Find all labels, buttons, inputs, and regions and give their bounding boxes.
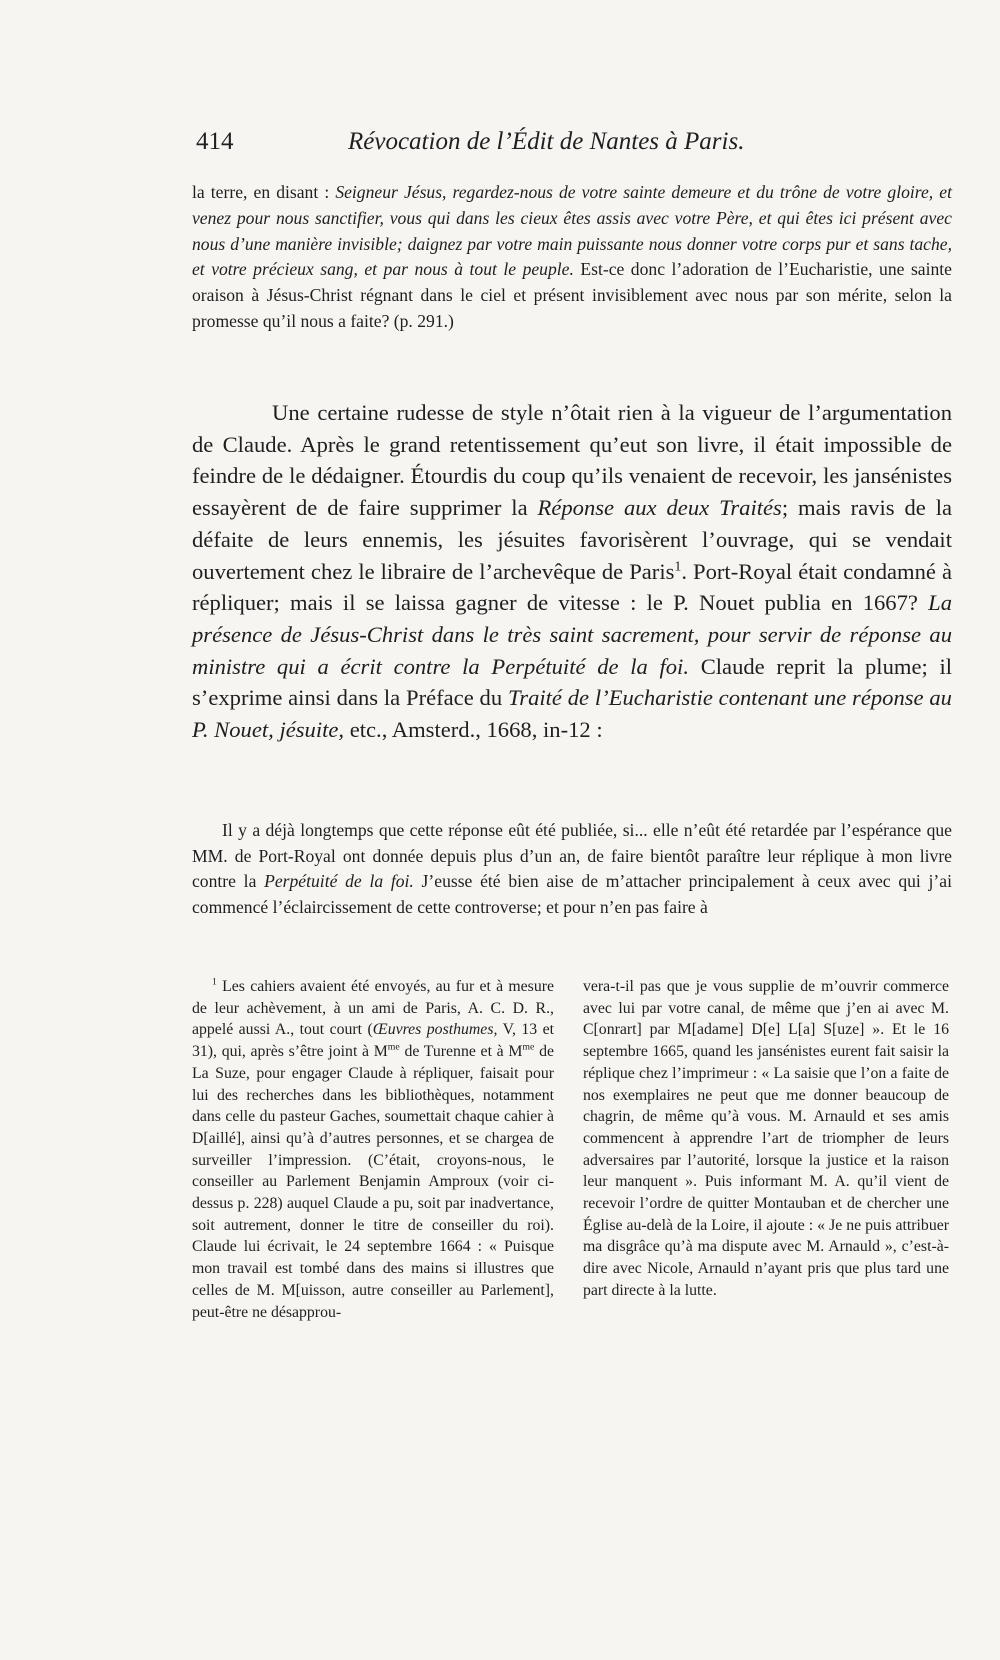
footnote-text-2: V, 13 et 31), qui, après s’être joint à M (192, 1021, 554, 1061)
footnote-sup-me-2: me (522, 1041, 535, 1053)
quote-prayer: Seigneur Jésus, regardez-nous de votre sainte demeure et du trône de votre gloire, et venez pour nous sanctifier, vous qui dans les cieux êtes assis avec votre Père, et qui êtes ici présent avec nous d’une manière invisible; daignez par votre main puissante nous donner votre corps pur et sans tache, et votre précieux sang, et par nous à tout le peuple. (192, 182, 952, 280)
quote2-text-2: J’eusse été bien aise de m’attacher principalement à ceux avec qui j’ai commencé l’éclaircissement de cette controverse; et pour n’en pas faire à (192, 871, 952, 917)
quotation-top (192, 180, 952, 335)
quote2-title: Perpétuité de la foi. (264, 871, 414, 892)
footnote-continuation: vera-t-il pas que je vous supplie de m’ouvrir commerce avec lui par votre canal, de même que j’en ai avec M. C[onrart] par M[adame] D[e] L[a] S[uze] ». Et le 16 septembre 1665, quand les jansénistes eurent fait saisir la réplique chez l’imprimeur : « La saisie que l’on a faite de nos exemplaires ne peut que me donner beaucoup de chagrin, de même qu’à vous. M. Arnauld et ses amis commencent à apprendre l’art de triompher de leurs adversaires par l’autorité, lorsque la justice et la raison leur manquent ». Puis informant M. A. qu’il vient de recevoir l’ordre de quitter Montauban et de chercher une Église au-delà de la Loire, il ajoute : « Je ne puis attribuer ma disgrâce qu’à ma dispute avec M. Arnauld », c’est-à-dire avec Nicole, Arnauld n’ayant pris que plus tard une part directe à la lutte. (583, 978, 949, 1299)
quote2-text-1: Il y a déjà longtemps que cette réponse eût été publiée, si... elle n’eût été retardée par l’espérance que MM. de Port-Royal ont donnée depuis plus d’un an, de faire bientôt paraître leur réplique à mon livre contre la (192, 820, 952, 892)
footnote-left-column (192, 976, 554, 1323)
main-paragraph (192, 397, 952, 746)
footnote-text-4: de La Suze, pour engager Claude à répliquer, faisait pour lui des recherches dans les bibliothèques, notamment dans celle du pasteur Gaches, soumettait chaque cahier à D[aillé], ainsi qu’à d’autres personnes, et se chargea de surveiller l’impression. (C’était, croyons-nous, le conseiller au Parlement Benjamin Amproux (voir ci-dessus p. 228) auquel Claude a pu, soit par inadvertance, soit autrement, donner le titre de conseiller du roi). Claude lui écrivait, le 24 septembre 1664 : « Puisque mon travail est tombé dans des mains si illustres que celles de M. M[uisson, autre conseiller au Parlement], peut-être ne désapprou- (192, 1043, 554, 1321)
body-title-2: La présence de Jésus-Christ dans le très saint sacrement, pour servir de réponse au ministre qui a écrit contre la Perpétuité de la foi. (192, 590, 952, 679)
footnote-text-3: de Turenne et à M (399, 1043, 523, 1061)
body-title-1: Réponse aux deux Traités (537, 495, 782, 521)
quote-rest: Est-ce donc l’adoration de l’Eucharistie, une sainte oraison à Jésus-Christ régnant dans le ciel et présent invisiblement avec nous par son mérite, selon la promesse qu’il nous a faite? (p. 291.) (192, 259, 952, 331)
quotation-bottom (192, 818, 952, 920)
page-number: 414 (196, 128, 234, 155)
body-text-3: . Port-Royal était condamné à répliquer; mais il se laissa gagner de vitesse : le P. Nouet publia en 1667? (192, 558, 952, 616)
body-title-3: Traité de l’Eucharistie contenant une réponse au P. Nouet, jésuite, (192, 685, 952, 743)
footnote-marker: 1 (212, 976, 217, 988)
footnote-text-1: Les cahiers avaient été envoyés, au fur et à mesure de leur achèvement, à un ami de Paris, A. C. D. R., appelé aussi A., tout court ( (192, 978, 554, 1039)
running-header (196, 128, 808, 164)
footnote-ref: 1 (674, 558, 682, 574)
footnote-work-title: Œuvres posthumes, (372, 1021, 498, 1039)
quote-lead: la terre, en disant : (192, 182, 336, 202)
footnote-right-column (583, 976, 949, 1302)
footnote-sup-me-1: me (387, 1041, 400, 1053)
running-title: Révocation de l’Édit de Nantes à Paris. (348, 128, 745, 155)
body-text-2: ; mais ravis de la défaite de leurs ennemis, les jésuites favorisèrent l’ouvrage, qui se vendait ouvertement chez le libraire de l’archevêque de Paris (192, 495, 953, 584)
body-text-4: Claude reprit la plume; il s’exprime ainsi dans la Préface du (192, 653, 953, 711)
body-text-1: Une certaine rudesse de style n’ôtait rien à la vigueur de l’argumentation de Claude. Après le grand retentissement qu’eut son livre, il était impossible de feindre de le dédaigner. Étourdis du coup qu’ils venaient de recevoir, les jansénistes essayèrent de de faire supprimer la (192, 400, 952, 521)
body-text-5: etc., Amsterd., 1668, in-12 : (344, 717, 603, 743)
